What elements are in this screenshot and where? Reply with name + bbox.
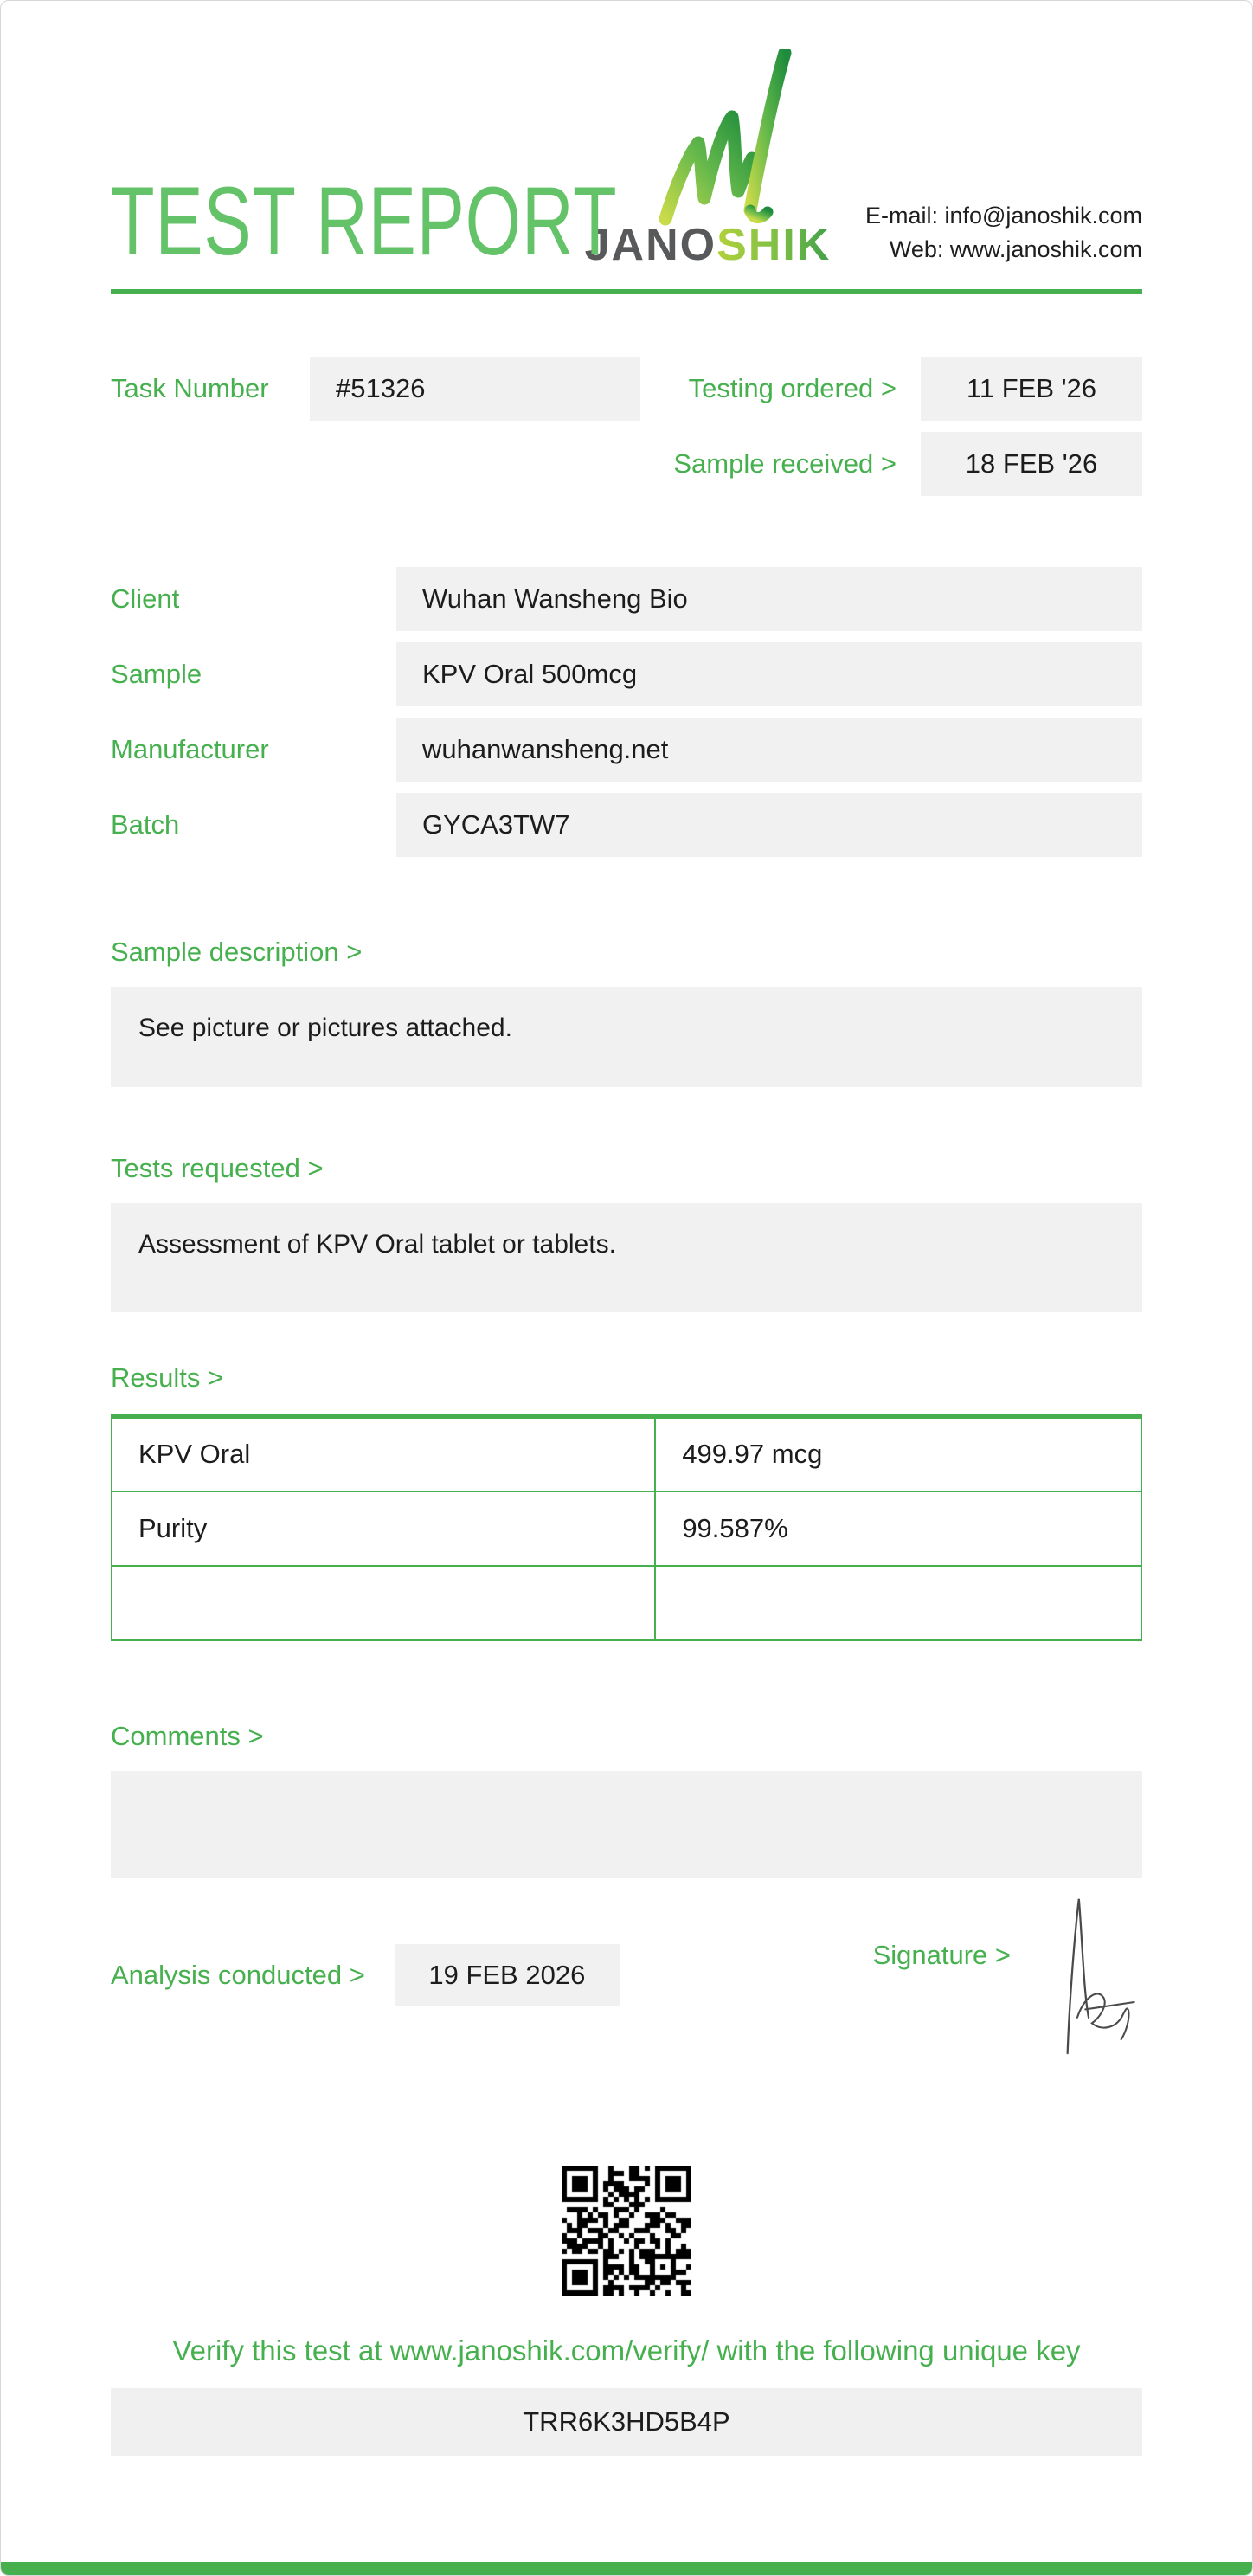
report-header [111, 49, 1142, 276]
qr-wrap [111, 2166, 1142, 2300]
batch-label: Batch [111, 809, 180, 840]
testing-ordered-value: 11 FEB '26 [921, 357, 1142, 421]
contact-web: Web: www.janoshik.com [889, 236, 1142, 263]
contact-email: E-mail: info@janoshik.com [864, 202, 1142, 229]
manufacturer-label: Manufacturer [111, 734, 269, 765]
report-title-wrap [111, 167, 618, 276]
client-label: Client [111, 583, 180, 615]
verify-text: Verify this test at www.janoshik.com/verify/ with the following unique key [172, 2334, 1081, 2367]
sample-description-box: See picture or pictures attached. [111, 987, 1142, 1087]
result-value: 99.587% [655, 1491, 1141, 1566]
logo-text-jano: JANO [584, 220, 717, 270]
qr-code [562, 2166, 691, 2296]
report-title: TEST REPORT [111, 167, 618, 276]
tests-requested-box: Assessment of KPV Oral tablet or tablets. [111, 1203, 1142, 1312]
sample-label: Sample [111, 659, 202, 690]
logo-text-shik: SHIK [716, 220, 832, 270]
footer-bar [1, 2562, 1252, 2575]
comments-heading: Comments > [111, 1720, 264, 1751]
client-row [111, 567, 1142, 631]
task-section [111, 357, 1142, 496]
logo-squiggle-icon [653, 49, 802, 233]
verify-key: TRR6K3HD5B4P [111, 2388, 1142, 2456]
manufacturer-value: wuhanwansheng.net [396, 718, 1142, 782]
tests-requested-heading: Tests requested > [111, 1153, 324, 1184]
signature-group [873, 1892, 1142, 2058]
results-row [112, 1491, 1141, 1566]
sample-received-label: Sample received > [673, 448, 896, 480]
batch-row [111, 793, 1142, 857]
manufacturer-row [111, 718, 1142, 782]
results-row [112, 1566, 1141, 1640]
sample-row [111, 642, 1142, 706]
comments-box [111, 1771, 1142, 1878]
task-number-value: #51326 [310, 357, 640, 421]
sample-value: KPV Oral 500mcg [396, 642, 1142, 706]
contact-info [846, 199, 1142, 267]
sample-received-value: 18 FEB '26 [921, 432, 1142, 496]
dates-group [640, 357, 1142, 496]
result-value: 499.97 mcg [655, 1417, 1141, 1491]
client-value: Wuhan Wansheng Bio [396, 567, 1142, 631]
signature-label: Signature > [872, 1939, 1011, 1970]
sample-description-heading: Sample description > [111, 937, 363, 968]
result-name [112, 1566, 655, 1640]
task-number-label: Task Number [111, 373, 269, 404]
results-row [112, 1417, 1141, 1491]
sample-received-row [640, 432, 1142, 496]
result-name: Purity [112, 1491, 655, 1566]
info-section [111, 567, 1142, 857]
header-divider [111, 289, 1142, 294]
result-value [655, 1566, 1141, 1640]
result-name: KPV Oral [112, 1417, 655, 1491]
results-heading: Results > [111, 1362, 224, 1394]
analysis-section [111, 1892, 1142, 2058]
analysis-conducted-value: 19 FEB 2026 [395, 1944, 620, 2006]
results-table [111, 1414, 1142, 1641]
signature-image [1037, 1892, 1142, 2058]
batch-value: GYCA3TW7 [396, 793, 1142, 857]
testing-ordered-label: Testing ordered > [688, 373, 896, 404]
logo-wordmark [585, 221, 832, 270]
testing-ordered-row [640, 357, 1142, 421]
analysis-conducted-label: Analysis conducted > [111, 1959, 365, 1990]
